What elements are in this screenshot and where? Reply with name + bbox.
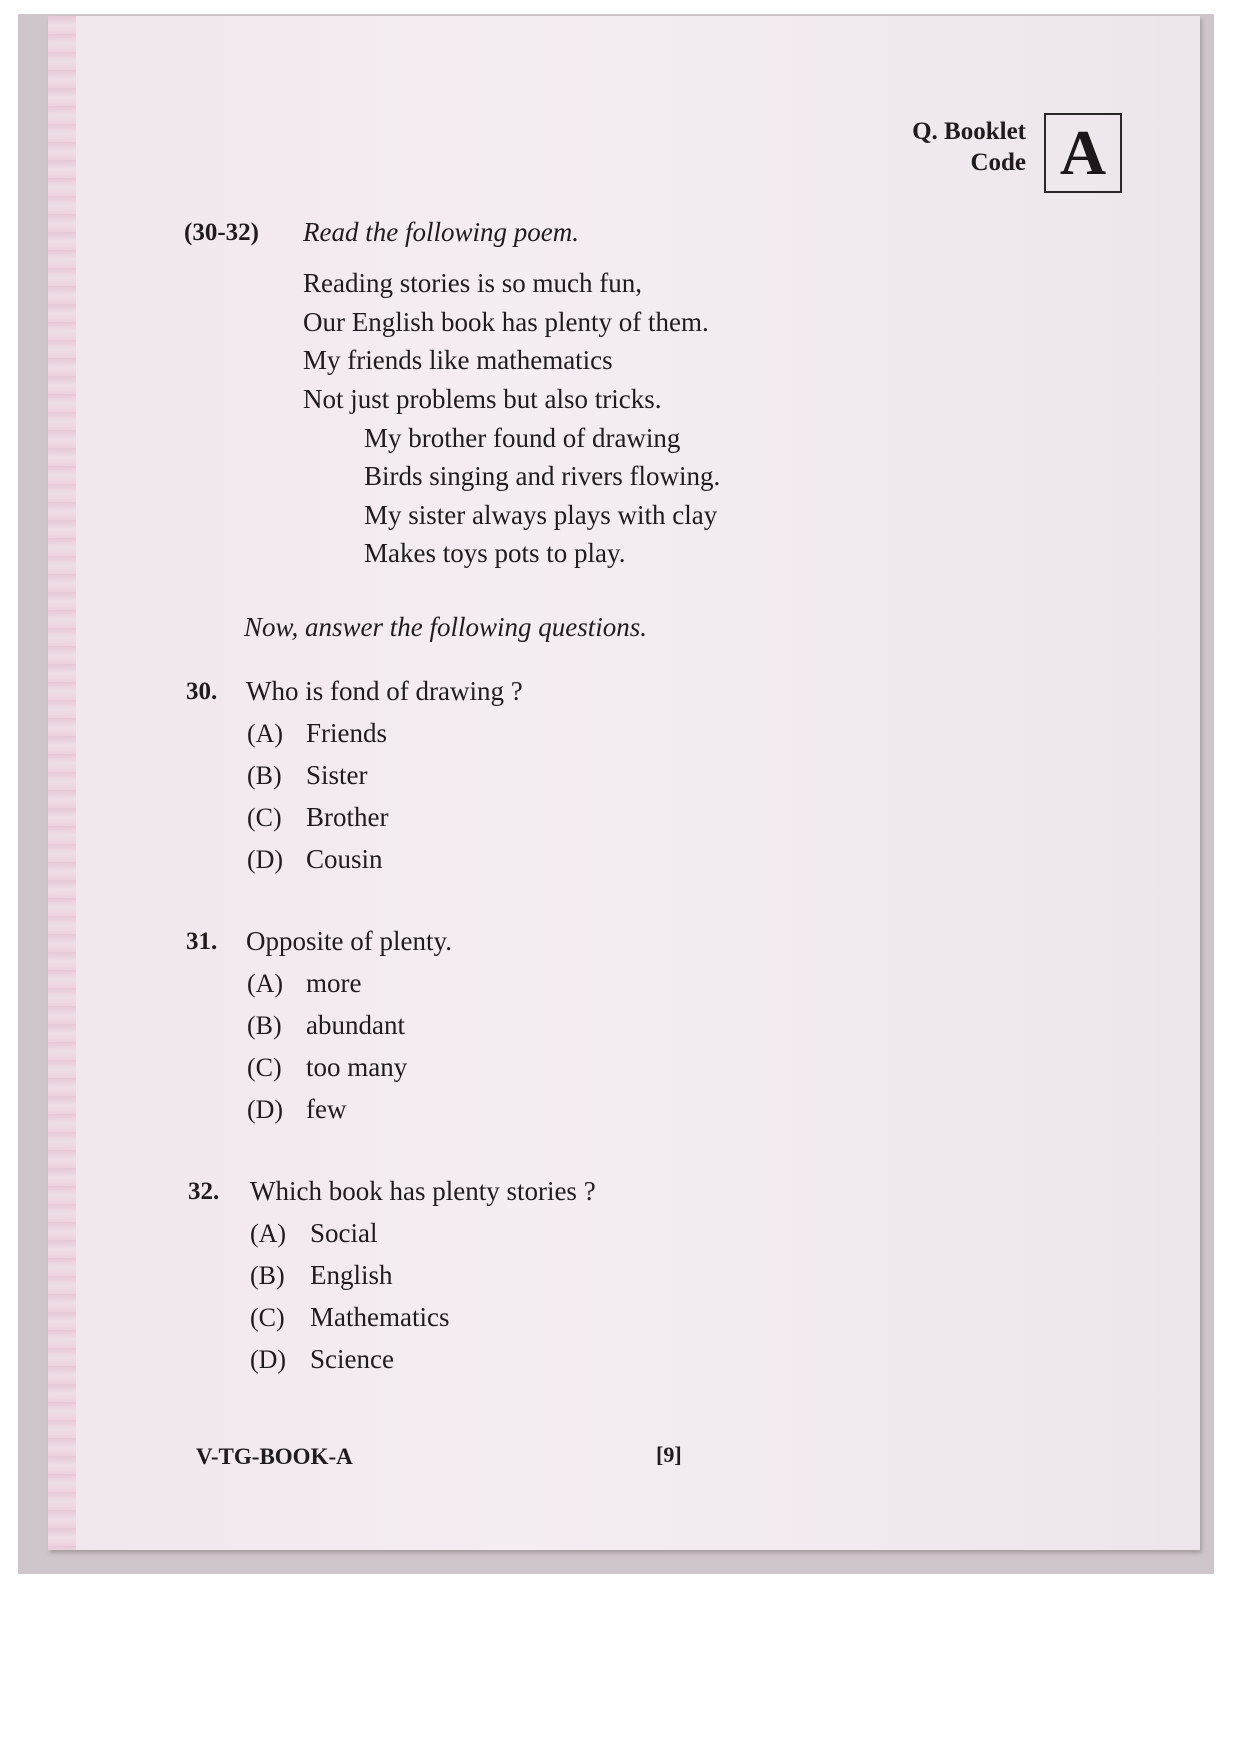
poem-line-5: My brother found of drawing bbox=[364, 423, 681, 453]
option-letter: (C) bbox=[247, 1053, 282, 1082]
footer-booklet-code: V-TG-BOOK-A bbox=[196, 1444, 353, 1469]
booklet-label-line1: Q. Booklet bbox=[912, 118, 1026, 145]
option-text: Mathematics bbox=[310, 1302, 450, 1332]
option-text: Friends bbox=[306, 718, 387, 748]
option-letter: (A) bbox=[250, 1219, 287, 1248]
option-letter: (C) bbox=[247, 803, 282, 832]
booklet-label-line2: Code bbox=[970, 149, 1026, 176]
option-text: Science bbox=[310, 1344, 394, 1374]
question-text: Opposite of plenty. bbox=[246, 926, 452, 956]
option-letter: (C) bbox=[250, 1303, 285, 1332]
question-text: Who is fond of drawing ? bbox=[246, 676, 523, 706]
passage-instruction: Read the following poem. bbox=[303, 217, 579, 247]
option-letter: (B) bbox=[247, 1011, 282, 1040]
poem-line-6: Birds singing and rivers flowing. bbox=[364, 461, 721, 491]
poem-line-3: My friends like mathematics bbox=[303, 345, 613, 375]
option-letter: (A) bbox=[247, 969, 284, 998]
option-text: too many bbox=[306, 1052, 408, 1082]
option-text: Brother bbox=[306, 802, 389, 832]
poem-line-1: Reading stories is so much fun, bbox=[303, 268, 642, 298]
booklet-code-label bbox=[876, 116, 1026, 178]
poem-line-2: Our English book has plenty of them. bbox=[303, 307, 709, 337]
option-letter: (B) bbox=[250, 1261, 285, 1290]
question-number: 32. bbox=[188, 1178, 220, 1205]
option-letter: (D) bbox=[247, 1095, 284, 1124]
page-number: [9] bbox=[656, 1442, 682, 1467]
paper-left-edge bbox=[48, 16, 76, 1550]
question-text: Which book has plenty stories ? bbox=[250, 1176, 596, 1206]
option-text: Sister bbox=[306, 760, 368, 790]
option-text: English bbox=[310, 1260, 393, 1290]
option-letter: (B) bbox=[247, 761, 282, 790]
poem-line-8: Makes toys pots to play. bbox=[364, 538, 626, 568]
option-text: more bbox=[306, 968, 362, 998]
option-text: few bbox=[306, 1094, 347, 1124]
option-letter: (D) bbox=[250, 1345, 287, 1374]
poem-line-7: My sister always plays with clay bbox=[364, 500, 718, 530]
booklet-code-box: A bbox=[1044, 113, 1122, 193]
question-number: 31. bbox=[186, 928, 218, 955]
option-text: Social bbox=[310, 1218, 378, 1248]
passage-followup: Now, answer the following questions. bbox=[244, 612, 648, 642]
poem-line-4: Not just problems but also tricks. bbox=[303, 384, 662, 414]
option-text: abundant bbox=[306, 1010, 405, 1040]
option-text: Cousin bbox=[306, 844, 383, 874]
question-number: 30. bbox=[186, 678, 218, 705]
passage-range: (30-32) bbox=[184, 219, 259, 246]
option-letter: (A) bbox=[247, 719, 284, 748]
option-letter: (D) bbox=[247, 845, 284, 874]
